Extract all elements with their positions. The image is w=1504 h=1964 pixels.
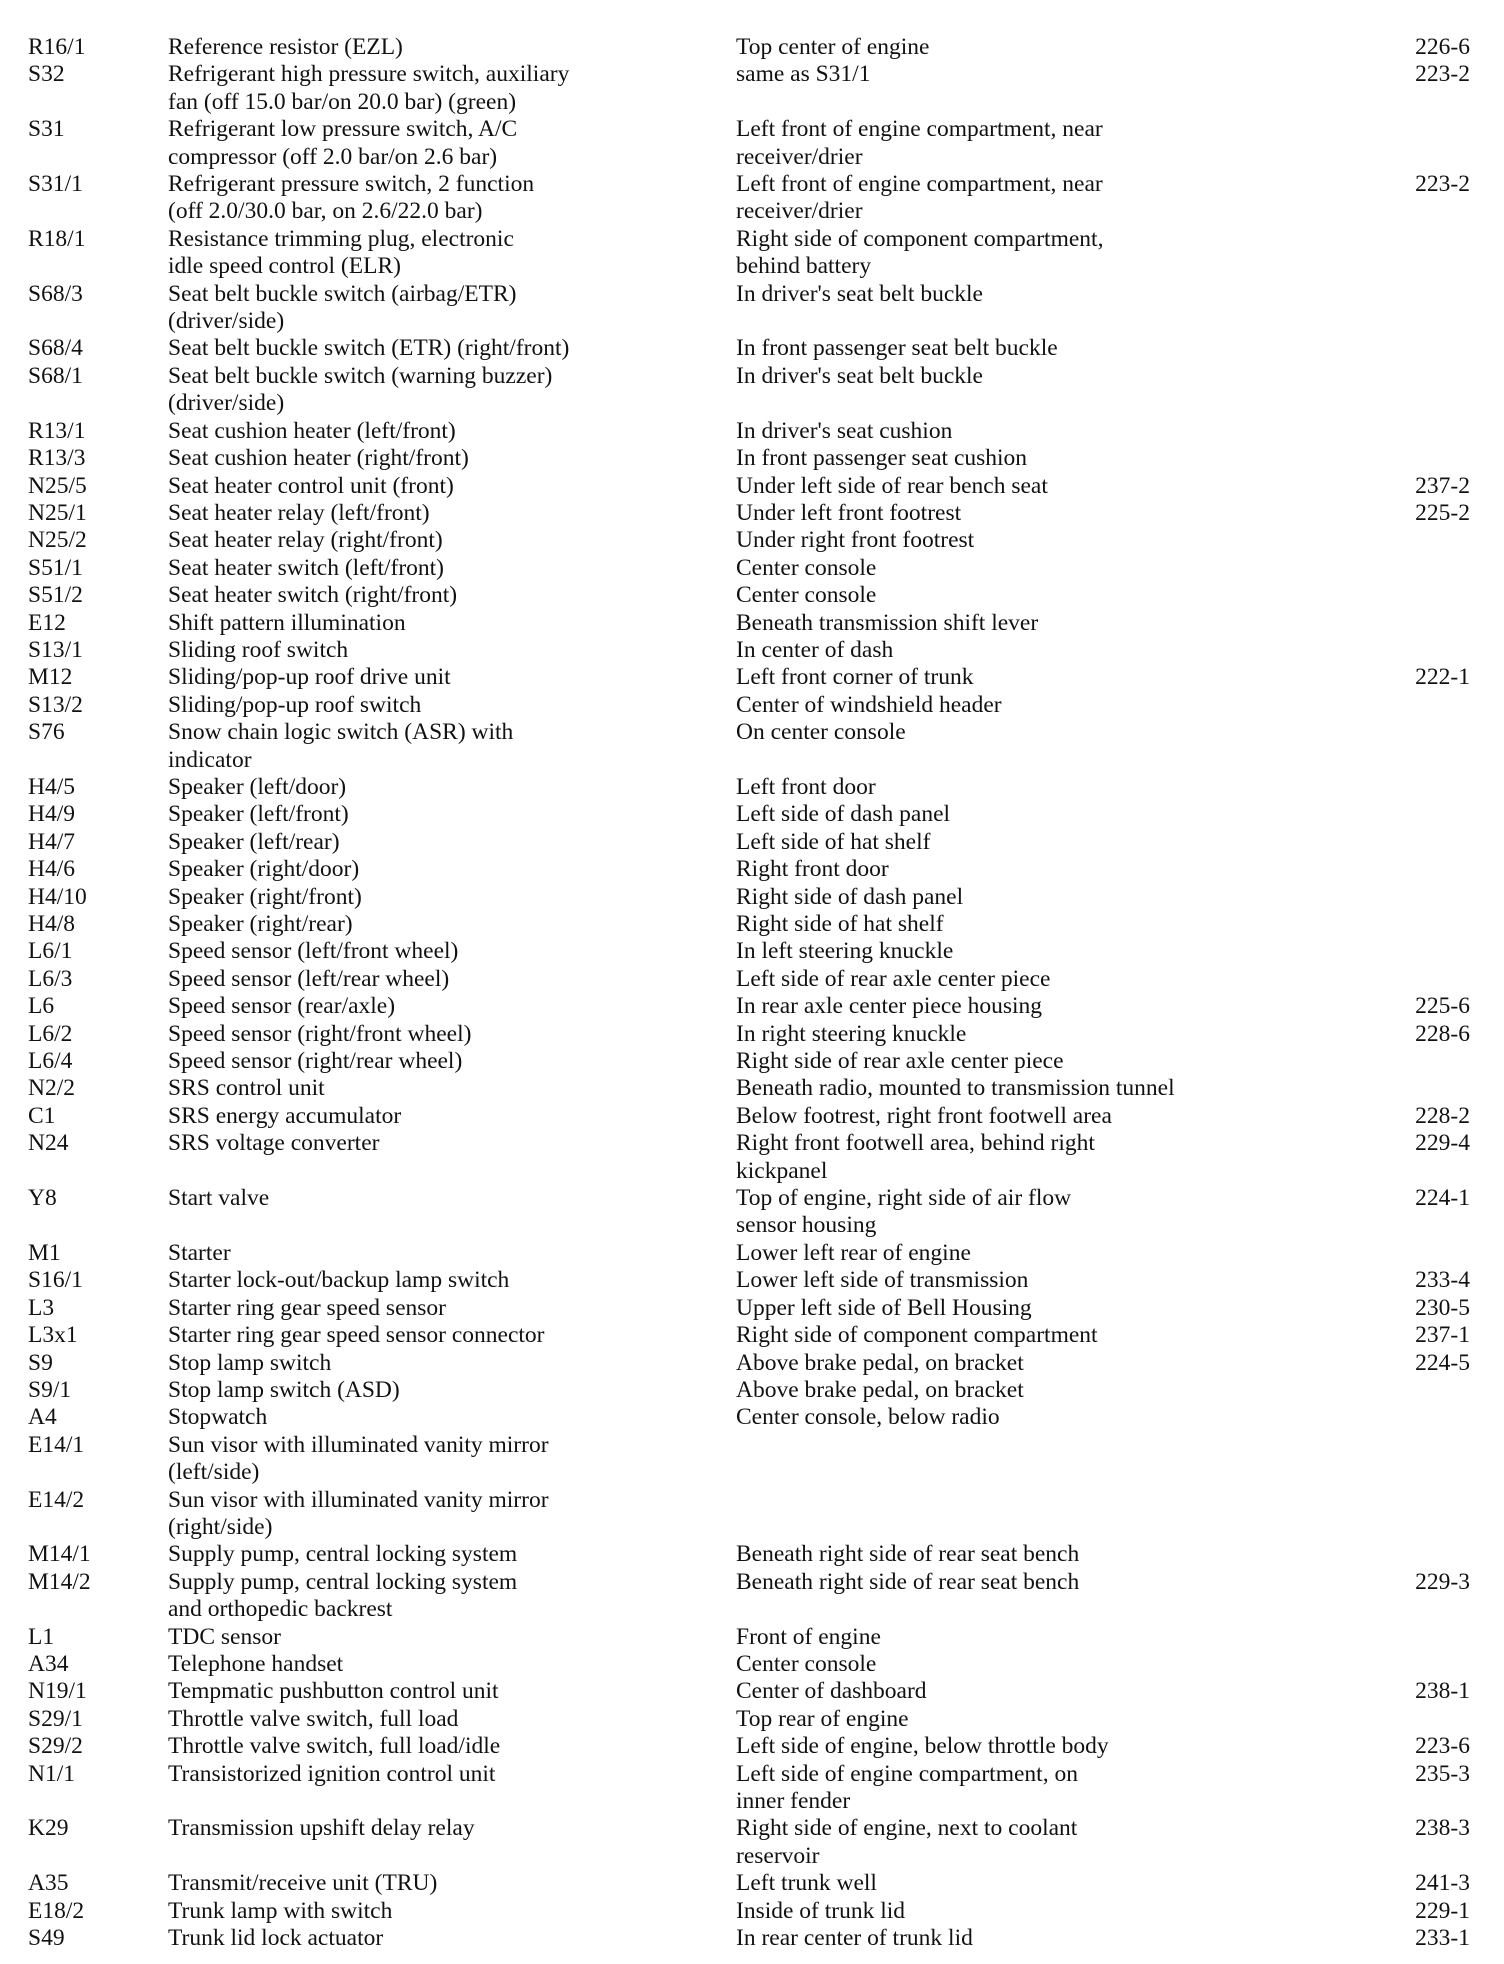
component-location: Center of windshield header xyxy=(736,691,1002,718)
component-location: Beneath transmission shift lever xyxy=(736,609,1039,636)
component-description: Sun visor with illuminated vanity mirror (left/side) xyxy=(168,1431,549,1486)
table-row xyxy=(0,1048,1504,1075)
component-code: K29 xyxy=(28,1815,69,1842)
component-code: R16/1 xyxy=(28,34,86,60)
component-code: L6/4 xyxy=(28,1048,73,1075)
component-location: In center of dash xyxy=(736,636,894,663)
table-row xyxy=(0,473,1504,500)
diagram-reference: 235-3 xyxy=(1415,1760,1470,1787)
component-code: S51/1 xyxy=(28,554,83,581)
component-description: Refrigerant high pressure switch, auxiliary fan (off 15.0 bar/on 20.0 bar) (green) xyxy=(168,61,570,115)
component-code: H4/5 xyxy=(28,773,75,800)
component-code: A4 xyxy=(28,1404,57,1431)
table-row xyxy=(0,911,1504,938)
component-code: S31/1 xyxy=(28,171,83,198)
component-code: L6/1 xyxy=(28,938,73,965)
component-location: In rear center of trunk lid xyxy=(736,1925,973,1952)
component-description: Speaker (left/front) xyxy=(168,801,349,828)
diagram-reference: 237-2 xyxy=(1415,472,1470,499)
component-location: In driver's seat belt buckle xyxy=(736,280,983,307)
component-code: S29/1 xyxy=(28,1705,83,1732)
component-description: Speed sensor (left/rear wheel) xyxy=(168,965,450,992)
diagram-reference: 238-1 xyxy=(1415,1678,1470,1705)
component-description: Transmit/receive unit (TRU) xyxy=(168,1870,438,1897)
component-description: Sun visor with illuminated vanity mirror (right/side) xyxy=(168,1486,549,1540)
component-location: Right front footwell area, behind right kickpanel xyxy=(736,1130,1095,1184)
component-code: H4/6 xyxy=(28,856,75,883)
component-code: E12 xyxy=(28,609,66,636)
component-location: Lower left side of transmission xyxy=(736,1267,1029,1294)
component-code: R13/1 xyxy=(28,417,86,444)
component-location: Center console, below radio xyxy=(736,1404,1000,1431)
table-row xyxy=(0,829,1504,856)
component-location: Center of dashboard xyxy=(736,1678,927,1705)
table-row xyxy=(0,884,1504,911)
component-description: Seat belt buckle switch (ETR) (right/front) xyxy=(168,335,570,362)
diagram-reference: 230-5 xyxy=(1415,1294,1470,1321)
component-code: A34 xyxy=(28,1650,69,1677)
component-code: S49 xyxy=(28,1925,65,1952)
component-description: Trunk lamp with switch xyxy=(168,1897,393,1924)
component-description: Seat belt buckle switch (warning buzzer) (driver/side) xyxy=(168,362,553,417)
component-description: Speaker (right/front) xyxy=(168,883,362,910)
table-row xyxy=(0,116,1504,171)
component-location: Right side of component compartment xyxy=(736,1322,1098,1349)
component-description: Speed sensor (right/front wheel) xyxy=(168,1020,472,1047)
component-location: Beneath radio, mounted to transmission tunnel xyxy=(736,1075,1175,1102)
table-row xyxy=(0,1267,1504,1294)
component-description: Reference resistor (EZL) xyxy=(168,34,403,60)
component-description: Trunk lid lock actuator xyxy=(168,1925,384,1952)
component-description: Resistance trimming plug, electronic idle speed control (ELR) xyxy=(168,225,514,280)
component-code: L6/2 xyxy=(28,1020,73,1047)
table-row xyxy=(0,801,1504,828)
table-row xyxy=(0,966,1504,993)
component-description: Speaker (right/rear) xyxy=(168,911,353,937)
component-location: On center console xyxy=(736,719,906,746)
table-row xyxy=(0,1678,1504,1705)
component-description: Speed sensor (right/rear wheel) xyxy=(168,1048,463,1075)
component-description: Seat heater control unit (front) xyxy=(168,472,454,499)
component-description: Speed sensor (left/front wheel) xyxy=(168,938,459,965)
component-location-table xyxy=(0,34,1504,1952)
table-row xyxy=(0,1322,1504,1349)
component-description: Stopwatch xyxy=(168,1404,268,1431)
diagram-reference: 223-2 xyxy=(1415,171,1470,198)
component-description: Transmission upshift delay relay xyxy=(168,1815,475,1842)
diagram-reference: 222-1 xyxy=(1415,664,1470,691)
component-location: Lower left rear of engine xyxy=(736,1239,971,1266)
diagram-reference: 229-4 xyxy=(1415,1130,1470,1157)
component-location: Left side of engine, below throttle body xyxy=(736,1733,1109,1760)
table-row xyxy=(0,335,1504,362)
diagram-reference: 225-6 xyxy=(1415,993,1470,1020)
table-row xyxy=(0,1815,1504,1870)
table-row xyxy=(0,61,1504,116)
component-description: Starter xyxy=(168,1239,231,1266)
component-code: N25/5 xyxy=(28,472,87,499)
component-code: L1 xyxy=(28,1623,55,1650)
component-location: Left side of hat shelf xyxy=(736,828,931,855)
diagram-reference: 229-1 xyxy=(1415,1897,1470,1924)
component-code: S16/1 xyxy=(28,1267,83,1294)
component-code: N19/1 xyxy=(28,1678,87,1705)
component-location: Center console xyxy=(736,554,877,581)
diagram-reference: 225-2 xyxy=(1415,499,1470,526)
component-description: Speaker (right/door) xyxy=(168,856,360,883)
table-row xyxy=(0,1130,1504,1185)
component-description: Seat belt buckle switch (airbag/ETR) (driver/side) xyxy=(168,280,517,335)
table-row xyxy=(0,1624,1504,1651)
component-description: Telephone handset xyxy=(168,1650,344,1677)
component-location: Beneath right side of rear seat bench xyxy=(736,1541,1080,1568)
table-row xyxy=(0,582,1504,609)
component-code: L6/3 xyxy=(28,965,73,992)
table-row xyxy=(0,774,1504,801)
diagram-reference: 238-3 xyxy=(1415,1815,1470,1842)
component-location: Left front corner of trunk xyxy=(736,664,974,691)
component-description: SRS energy accumulator xyxy=(168,1102,402,1129)
component-description: Speed sensor (rear/axle) xyxy=(168,993,396,1020)
component-location: Center console xyxy=(736,582,877,609)
diagram-reference: 229-3 xyxy=(1415,1568,1470,1595)
component-location: In driver's seat belt buckle xyxy=(736,362,983,389)
table-row xyxy=(0,1295,1504,1322)
table-row xyxy=(0,1075,1504,1102)
component-location: Inside of trunk lid xyxy=(736,1897,906,1924)
component-location: In driver's seat cushion xyxy=(736,417,953,444)
component-code: S31 xyxy=(28,116,65,143)
component-description: TDC sensor xyxy=(168,1623,281,1650)
component-code: N25/2 xyxy=(28,527,87,554)
diagram-reference: 233-1 xyxy=(1415,1925,1470,1952)
component-code: S32 xyxy=(28,61,65,88)
component-location: Above brake pedal, on bracket xyxy=(736,1349,1024,1376)
table-row xyxy=(0,34,1504,61)
component-code: S9 xyxy=(28,1349,53,1376)
component-code: N24 xyxy=(28,1130,69,1157)
table-row xyxy=(0,500,1504,527)
component-location: Center console xyxy=(736,1650,877,1677)
table-row xyxy=(0,719,1504,774)
diagram-reference: 241-3 xyxy=(1415,1870,1470,1897)
component-location: Right side of rear axle center piece xyxy=(736,1048,1064,1075)
table-row xyxy=(0,1706,1504,1733)
component-code: Y8 xyxy=(28,1185,57,1212)
diagram-reference: 224-5 xyxy=(1415,1349,1470,1376)
component-description: SRS voltage converter xyxy=(168,1130,380,1157)
diagram-reference: 223-6 xyxy=(1415,1733,1470,1760)
component-code: S29/2 xyxy=(28,1733,83,1760)
component-code: R13/3 xyxy=(28,445,86,472)
component-location: In front passenger seat cushion xyxy=(736,445,1028,472)
component-code: M14/2 xyxy=(28,1568,91,1595)
component-code: S51/2 xyxy=(28,582,83,609)
component-description: Sliding/pop-up roof switch xyxy=(168,691,422,718)
component-code: N25/1 xyxy=(28,499,87,526)
component-location: Upper left side of Bell Housing xyxy=(736,1294,1032,1321)
component-location: Left front of engine compartment, near receiver/drier xyxy=(736,116,1103,170)
table-row xyxy=(0,1733,1504,1760)
component-description: Seat cushion heater (left/front) xyxy=(168,417,456,444)
component-code: H4/8 xyxy=(28,911,75,937)
component-location: Left side of rear axle center piece xyxy=(736,965,1051,992)
component-location: Right side of dash panel xyxy=(736,883,964,910)
table-row xyxy=(0,938,1504,965)
component-code: R18/1 xyxy=(28,225,86,252)
component-location: Under left front footrest xyxy=(736,499,962,526)
component-code: E18/2 xyxy=(28,1897,85,1924)
component-location: Right side of component compartment, behind battery xyxy=(736,225,1104,280)
component-location: Left front door xyxy=(736,773,876,800)
table-row xyxy=(0,1870,1504,1897)
component-description: Start valve xyxy=(168,1185,270,1212)
component-code: L3x1 xyxy=(28,1322,78,1349)
component-code: A35 xyxy=(28,1870,69,1897)
table-row xyxy=(0,637,1504,664)
diagram-reference: 223-2 xyxy=(1415,61,1470,88)
table-row xyxy=(0,1487,1504,1542)
component-description: Stop lamp switch (ASD) xyxy=(168,1376,400,1403)
table-row xyxy=(0,1350,1504,1377)
component-location: Left side of dash panel xyxy=(736,801,951,828)
table-row xyxy=(0,1240,1504,1267)
diagram-reference: 228-2 xyxy=(1415,1102,1470,1129)
diagram-reference: 224-1 xyxy=(1415,1185,1470,1212)
component-location: Below footrest, right front footwell area xyxy=(736,1102,1112,1129)
component-description: Supply pump, central locking system xyxy=(168,1541,518,1568)
table-row xyxy=(0,226,1504,281)
table-row xyxy=(0,664,1504,691)
component-code: H4/10 xyxy=(28,883,87,910)
component-code: N1/1 xyxy=(28,1760,75,1787)
component-location: Under left side of rear bench seat xyxy=(736,472,1048,499)
component-location: Top of engine, right side of air flow sensor housing xyxy=(736,1185,1072,1239)
component-description: Tempmatic pushbutton control unit xyxy=(168,1678,499,1705)
component-description: Transistorized ignition control unit xyxy=(168,1760,496,1787)
component-code: S76 xyxy=(28,719,65,746)
component-code: E14/1 xyxy=(28,1431,85,1458)
table-row xyxy=(0,171,1504,226)
component-description: Starter lock-out/backup lamp switch xyxy=(168,1267,510,1294)
component-description: SRS control unit xyxy=(168,1075,325,1102)
table-row xyxy=(0,1021,1504,1048)
diagram-reference: 228-6 xyxy=(1415,1020,1470,1047)
diagram-reference: 237-1 xyxy=(1415,1322,1470,1349)
table-row xyxy=(0,363,1504,418)
table-row xyxy=(0,993,1504,1020)
table-row xyxy=(0,555,1504,582)
table-row xyxy=(0,1185,1504,1240)
component-description: Throttle valve switch, full load/idle xyxy=(168,1733,501,1760)
component-description: Snow chain logic switch (ASR) with indicator xyxy=(168,719,514,773)
component-code: M12 xyxy=(28,664,73,691)
component-description: Sliding roof switch xyxy=(168,636,349,663)
component-code: S68/1 xyxy=(28,362,83,389)
component-code: H4/7 xyxy=(28,828,75,855)
component-location: In rear axle center piece housing xyxy=(736,993,1042,1020)
component-description: Seat heater relay (right/front) xyxy=(168,527,443,554)
component-description: Shift pattern illumination xyxy=(168,609,406,636)
component-location: Front of engine xyxy=(736,1623,881,1650)
component-description: Throttle valve switch, full load xyxy=(168,1705,459,1732)
component-description: Seat heater switch (left/front) xyxy=(168,554,445,581)
component-description: Speaker (left/door) xyxy=(168,773,347,800)
component-code: N2/2 xyxy=(28,1075,75,1102)
table-row xyxy=(0,1569,1504,1624)
component-location: Top rear of engine xyxy=(736,1705,909,1732)
table-row xyxy=(0,1651,1504,1678)
component-location: same as S31/1 xyxy=(736,61,871,88)
component-location: Beneath right side of rear seat bench xyxy=(736,1568,1080,1595)
component-location: In left steering knuckle xyxy=(736,938,954,965)
component-location: Right front door xyxy=(736,856,889,883)
table-row xyxy=(0,692,1504,719)
component-code: H4/9 xyxy=(28,801,75,828)
component-code: L3 xyxy=(28,1294,55,1321)
table-row xyxy=(0,418,1504,445)
component-location: Left front of engine compartment, near receiver/drier xyxy=(736,171,1103,225)
component-description: Seat cushion heater (right/front) xyxy=(168,445,469,472)
component-description: Refrigerant pressure switch, 2 function (off 2.0/30.0 bar, on 2.6/22.0 bar) xyxy=(168,171,535,225)
table-row xyxy=(0,527,1504,554)
component-code: S13/1 xyxy=(28,636,83,663)
table-row xyxy=(0,281,1504,336)
component-code: S9/1 xyxy=(28,1376,72,1403)
component-code: M1 xyxy=(28,1239,61,1266)
table-row xyxy=(0,1541,1504,1568)
table-row xyxy=(0,445,1504,472)
component-description: Seat heater switch (right/front) xyxy=(168,582,458,609)
component-description: Supply pump, central locking system and orthopedic backrest xyxy=(168,1568,518,1623)
component-location: In front passenger seat belt buckle xyxy=(736,335,1058,362)
component-description: Speaker (left/rear) xyxy=(168,828,340,855)
table-row xyxy=(0,1377,1504,1404)
component-code: E14/2 xyxy=(28,1486,85,1513)
component-location: In right steering knuckle xyxy=(736,1020,967,1047)
component-location: Above brake pedal, on bracket xyxy=(736,1376,1024,1403)
component-description: Stop lamp switch xyxy=(168,1349,332,1376)
table-row xyxy=(0,1925,1504,1952)
table-row xyxy=(0,1404,1504,1431)
component-location: Under right front footrest xyxy=(736,527,975,554)
component-location: Top center of engine xyxy=(736,34,930,60)
table-row xyxy=(0,1898,1504,1925)
component-description: Sliding/pop-up roof drive unit xyxy=(168,664,451,691)
table-row xyxy=(0,1761,1504,1816)
component-location: Right side of engine, next to coolant reservoir xyxy=(736,1815,1078,1869)
component-location: Right side of hat shelf xyxy=(736,911,944,937)
table-row xyxy=(0,610,1504,637)
component-description: Starter ring gear speed sensor connector xyxy=(168,1322,545,1349)
diagram-reference: 233-4 xyxy=(1415,1267,1470,1294)
table-row xyxy=(0,1103,1504,1130)
component-location: Left trunk well xyxy=(736,1870,877,1897)
component-description: Starter ring gear speed sensor xyxy=(168,1294,446,1321)
component-code: M14/1 xyxy=(28,1541,91,1568)
component-description: Refrigerant low pressure switch, A/C compressor (off 2.0 bar/on 2.6 bar) xyxy=(168,116,518,170)
component-code: S13/2 xyxy=(28,691,83,718)
component-code: S68/3 xyxy=(28,280,83,307)
table-row xyxy=(0,856,1504,883)
diagram-reference: 226-6 xyxy=(1415,34,1470,60)
component-code: L6 xyxy=(28,993,55,1020)
component-description: Seat heater relay (left/front) xyxy=(168,499,430,526)
table-row xyxy=(0,1432,1504,1487)
component-code: C1 xyxy=(28,1102,56,1129)
component-location: Left side of engine compartment, on inner fender xyxy=(736,1760,1078,1814)
component-code: S68/4 xyxy=(28,335,83,362)
